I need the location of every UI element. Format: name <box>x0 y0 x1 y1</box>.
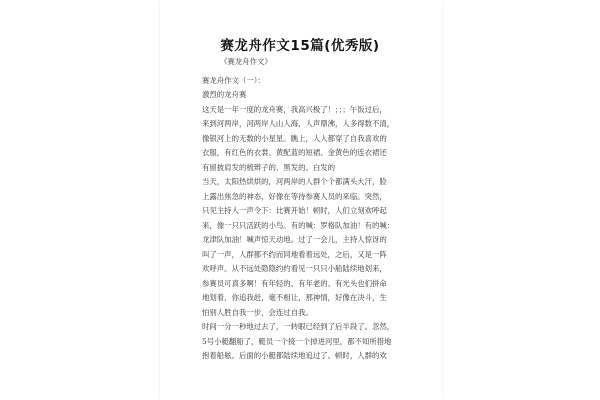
text-line: 上露出焦急的神态，好像在等待参赛人员的来临。突然， <box>202 191 387 201</box>
text-line: 欢呼声。从不远处隐隐约约看见一只只小船陆续地划来， <box>202 264 387 273</box>
text-line: 有留披肩发的梳辫子的、黑发的、白发的 <box>202 162 336 172</box>
document-title: 赛龙舟作文15篇(优秀版) <box>220 38 380 54</box>
text-line: 参赛员可真多啊！有年轻的、有年老的、有光头也们拼命 <box>202 278 387 288</box>
text-line: 激烈的龙舟赛 <box>202 90 247 99</box>
text-line: 龙津队加油！喊声惊天动地。过了一会儿，主持人惊讶的 <box>202 235 387 244</box>
text-line: 5号小艇翻船了，艇员一个接一个掉进河里，都不知所措地 <box>202 336 392 346</box>
document-subtitle: 《赛龙舟作文》 <box>220 57 272 66</box>
text-line: 当天，太阳热烘烘的，河两岸的人群个个都满头大汗，脸 <box>202 177 387 186</box>
text-line: 怕别人胜自我一步，会连过自我。 <box>202 307 313 317</box>
text-line: 来，像一只只活跃的小鸟。有的喊：罗格队加油！有的喊： <box>202 220 395 230</box>
text-line: 赛龙舟作文（一）： <box>202 75 265 85</box>
text-line: 地划着，你追我赶，毫不相让，那神情，好像在决斗，生 <box>202 293 387 302</box>
text-line: 叫了一声，人群都不约而同地看着远处，之后，又是一阵 <box>202 249 387 259</box>
text-line: 这天是一年一度的龙舟赛，我高兴极了！；；；午饭过后， <box>202 104 387 114</box>
text-line: 来到河两岸，河两岸人山人海，人声鼎沸，人多得数不清， <box>202 119 395 128</box>
text-line: 只见主持人一声令下：比赛开始！顿时，人们立刻欢呼起 <box>202 206 387 215</box>
text-line: 抱着船舷。后面的小艇都陆续地追过了。顿时，人群的欢 <box>202 351 387 360</box>
text-line: 像银河上的无数的小星星。瞧上，人人都穿了自我喜欢的 <box>202 133 387 143</box>
document-body <box>202 55 432 364</box>
text-line: 衣服，有红色的衣裳、黄配蓝的短裙、金黄色的连衣裙还 <box>202 148 387 157</box>
text-line: 时间一分一秒地过去了，一转眼已经到了后半段了。忽然， <box>202 322 395 331</box>
